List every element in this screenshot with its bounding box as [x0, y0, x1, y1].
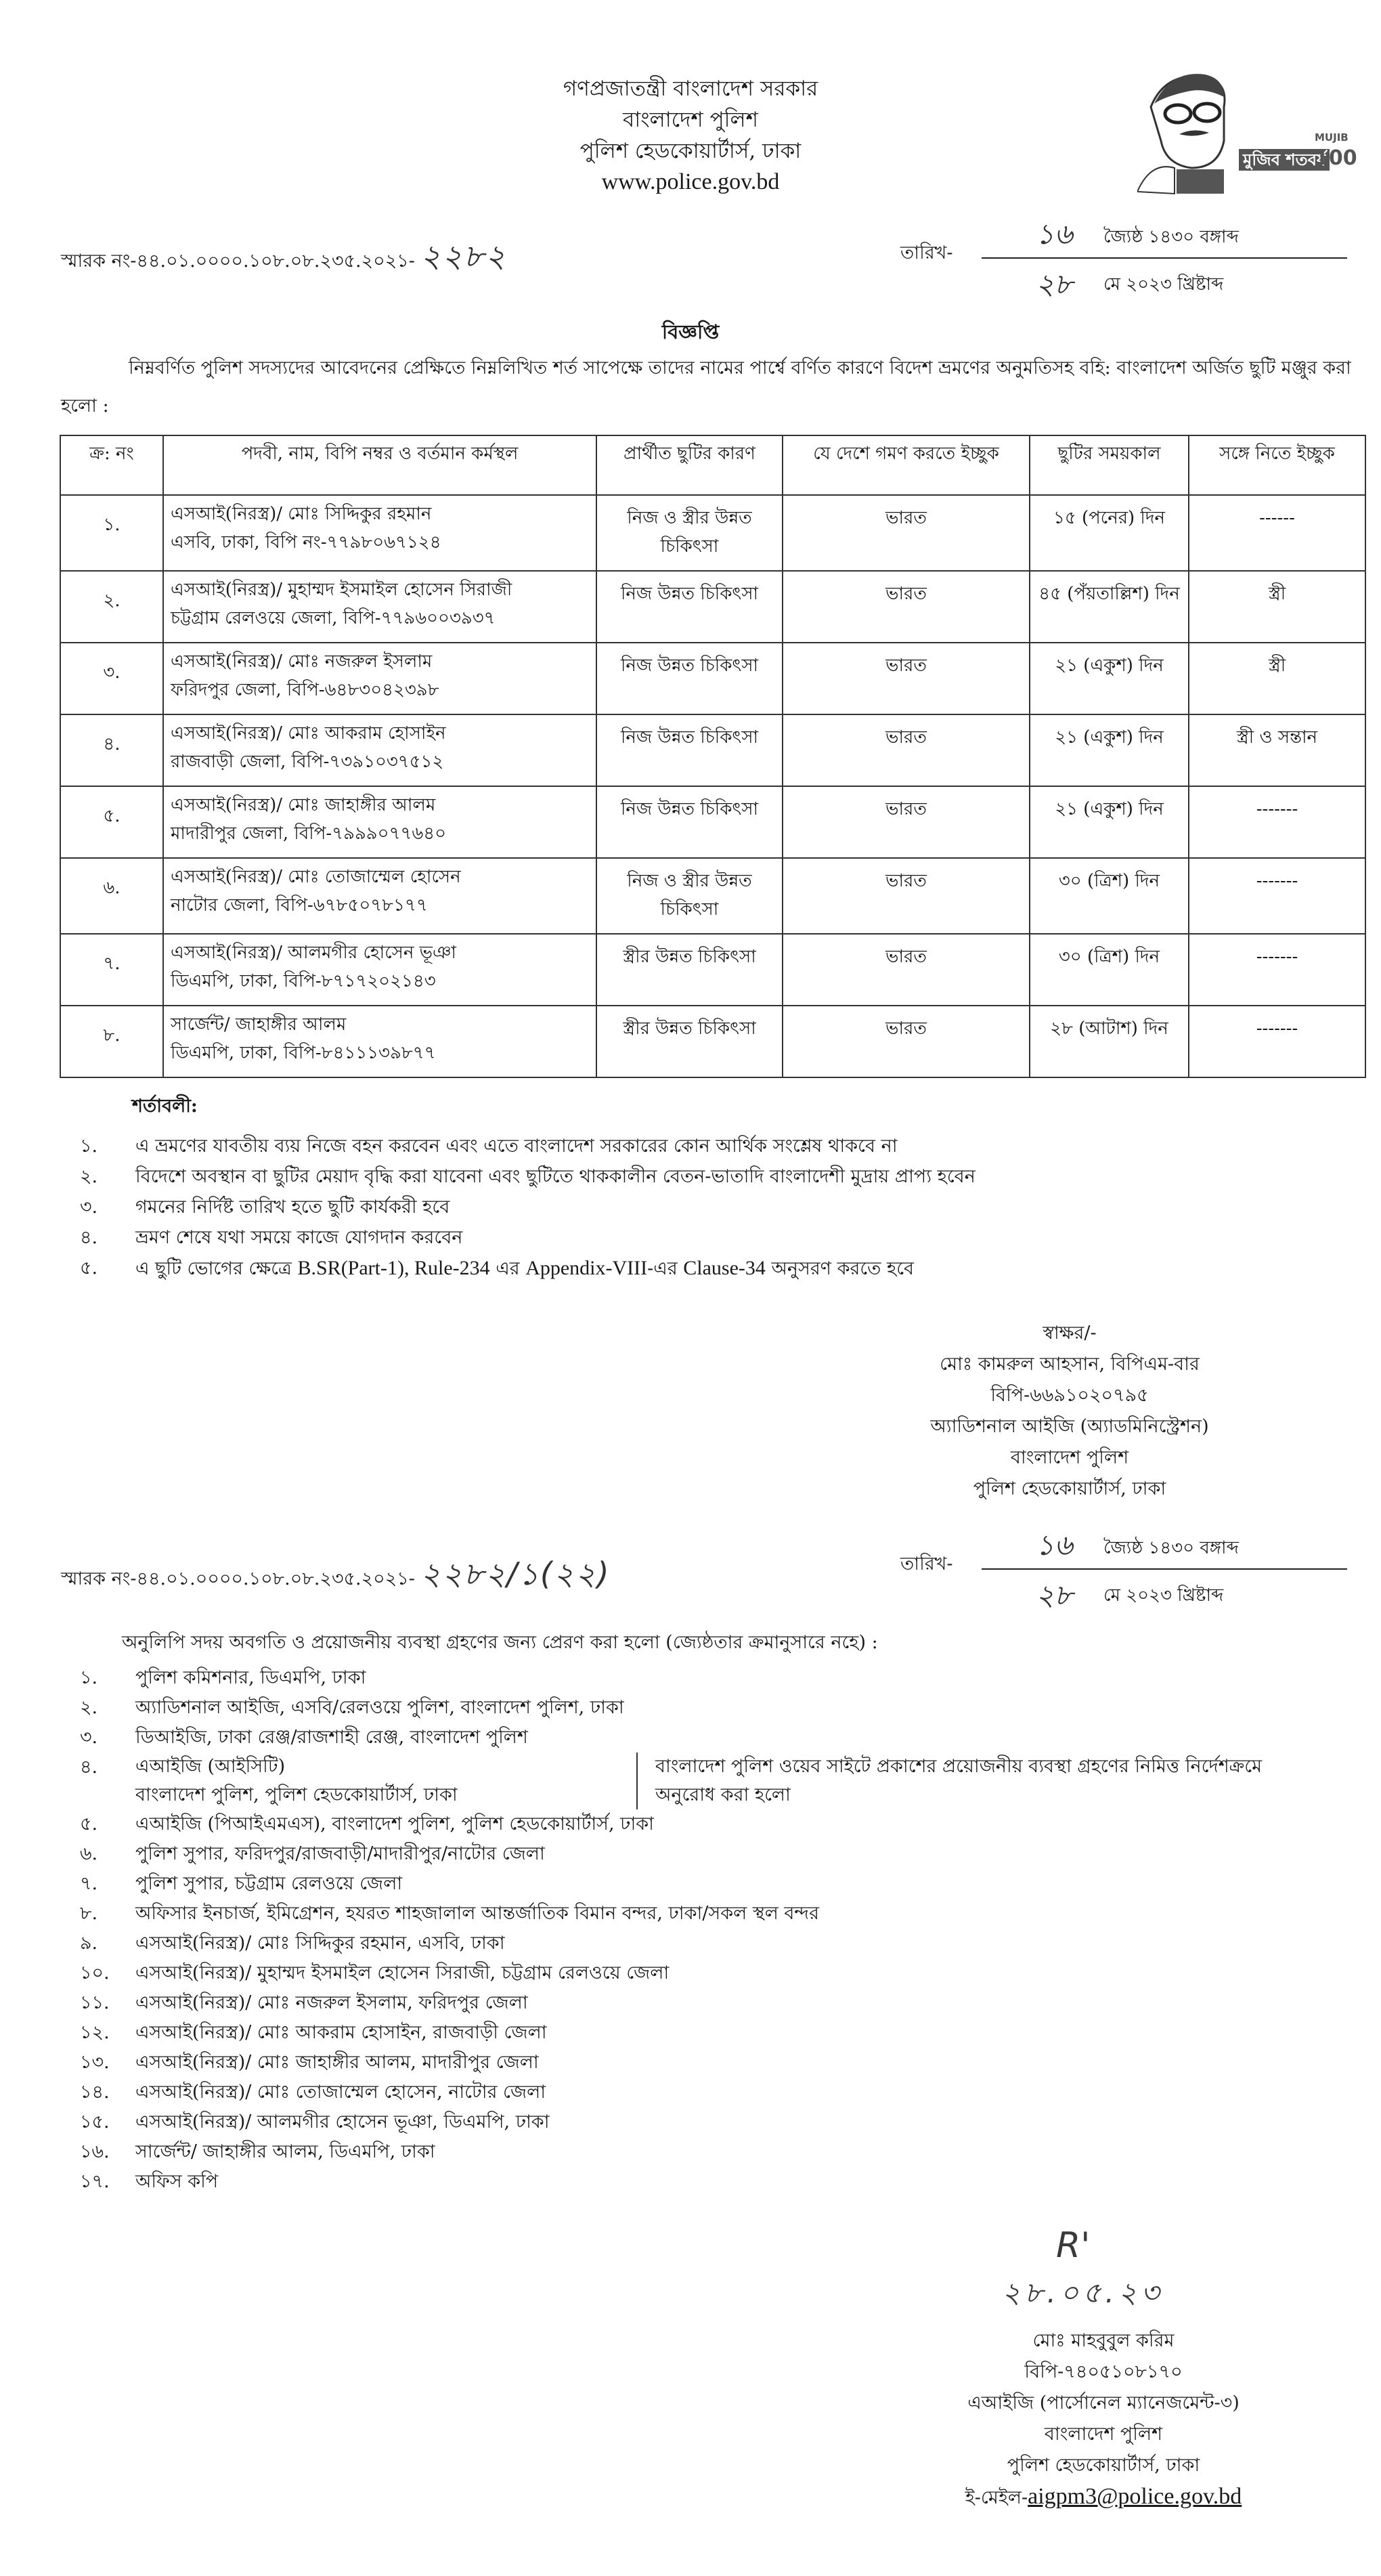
- copy-list: [80, 1663, 1381, 2197]
- signature-block-1: [812, 1318, 1327, 1505]
- memo-number: [61, 236, 507, 282]
- signatory-office: পুলিশ হেডকোয়ার্টার্স, ঢাকা: [1007, 2455, 1200, 2476]
- date-label: তারিখ-: [900, 242, 953, 263]
- condition-text: বিদেশে অবস্থান বা ছুটির মেয়াদ বৃদ্ধি করা যাবেনা এবং ছুটিতে থাককালীন বেতন-ভাতাদি বাংলাদেশী মুদ্রায় প্রাপ্য হবেন: [135, 1166, 976, 1187]
- portrait-icon: [1137, 66, 1239, 195]
- copy-text: পুলিশ সুপার, ফরিদপুর/রাজবাড়ী/মাদারীপুর/নাটোর জেলা: [135, 1843, 545, 1864]
- cell-name: [163, 643, 596, 714]
- table-row: [60, 786, 1365, 858]
- cell-country: ভারত: [783, 786, 1030, 858]
- copy-item: [80, 2167, 1381, 2197]
- copy-item: [80, 2107, 1381, 2137]
- copy-text: অ্যাডিশনাল আইজি, এসবি/রেলওয়ে পুলিশ, বাংলাদেশ পুলিশ, ঢাকা: [135, 1697, 624, 1718]
- cell-reason: স্ত্রীর উন্নত চিকিৎসা: [596, 1006, 783, 1077]
- copy-text: পুলিশ সুপার, চট্টগ্রাম রেলওয়ে জেলা: [135, 1873, 403, 1894]
- cell-companion: স্ত্রী ও সন্তান: [1189, 714, 1365, 786]
- copy-number: ১৬.: [80, 2141, 110, 2162]
- condition-number: ২.: [80, 1166, 98, 1187]
- cell-reason: স্ত্রীর উন্নত চিকিৎসা: [596, 934, 783, 1006]
- cell-duration: ৩০ (ত্রিশ) দিন: [1030, 934, 1189, 1006]
- copy-item: [80, 1988, 1381, 2018]
- member-rank-name: এসআই(নিরস্ত্র)/ মোঃ সিদ্দিকুর রহমান: [171, 504, 432, 524]
- cell-duration: ২১ (একুশ) দিন: [1030, 643, 1189, 714]
- memo-row: [0, 209, 1381, 317]
- letterhead: [284, 73, 1097, 198]
- copy-number: ৫.: [80, 1813, 98, 1834]
- letterhead-area: [0, 73, 1381, 202]
- cell-serial: ৬.: [60, 858, 163, 934]
- copy-memo-number: [61, 1553, 611, 1600]
- signed-mark: স্বাক্ষর/-: [1043, 1323, 1097, 1344]
- logo-text-en: MUJIB: [1315, 131, 1349, 144]
- cell-serial: ৮.: [60, 1006, 163, 1077]
- condition-text-part: এর: [489, 1258, 526, 1279]
- appendix-reference: Appendix-VIII: [525, 1257, 648, 1279]
- signatory-bp: বিপি-৬৬৯১০২০৭৯৫: [990, 1385, 1149, 1406]
- cell-country: ভারত: [783, 571, 1030, 643]
- copy-number: ৮.: [80, 1903, 98, 1924]
- signatory-name: মোঃ মাহবুবুল করিম: [1032, 2330, 1175, 2351]
- website-link[interactable]: www.police.gov.bd: [601, 169, 780, 194]
- cell-companion: -------: [1189, 858, 1365, 934]
- member-rank-name: এসআই(নিরস্ত্র)/ মোঃ নজরুল ইসলাম: [171, 651, 433, 672]
- cell-duration: ২১ (একুশ) দিন: [1030, 786, 1189, 858]
- cell-serial: ৩.: [60, 643, 163, 714]
- condition-text: এ ভ্রমণের যাবতীয় ব্যয় নিজে বহন করবেন এবং এতে বাংলাদেশ সরকারের কোন আর্থিক সংশ্লেষ থাকবে না: [135, 1136, 898, 1157]
- signatory-designation: অ্যাডিশনাল আইজি (অ্যাডমিনিস্ট্রেশন): [930, 1416, 1209, 1437]
- conditions-list: [80, 1131, 1381, 1284]
- cell-name: [163, 571, 596, 643]
- signatory-designation: এআইজি (পার্সোনেল ম্যানেজমেন্ট-৩): [967, 2392, 1240, 2413]
- cell-country: ভারত: [783, 858, 1030, 934]
- cell-serial: ৫.: [60, 786, 163, 858]
- cell-companion: স্ত্রী: [1189, 643, 1365, 714]
- table-row: [60, 643, 1365, 714]
- copy-item: [80, 1723, 1381, 1753]
- cell-serial: ৪.: [60, 714, 163, 786]
- copy-number: ১২.: [80, 2022, 110, 2043]
- date-divider: [982, 257, 1347, 259]
- condition-item: [80, 1161, 1381, 1192]
- email-label: ই-মেইল-: [965, 2487, 1028, 2508]
- cell-country: ভারত: [783, 495, 1030, 571]
- copy-text-line: বাংলাদেশ পুলিশ, পুলিশ হেডকোয়ার্টার্স, ঢাকা: [135, 1784, 458, 1805]
- logo-text-bn: মুজিব শতবর্ষ: [1239, 149, 1330, 171]
- member-rank-name: এসআই(নিরস্ত্র)/ মোঃ আকরাম হোসাইন: [171, 723, 446, 744]
- signature-block-2-area: [0, 2224, 1381, 2535]
- copy-text: অফিসার ইনচার্জ, ইমিগ্রেশন, হযরত শাহজালাল আন্তর্জাতিক বিমান বন্দর, ঢাকা/সকল স্থল বন্দর: [135, 1903, 819, 1924]
- condition-number: ৪.: [80, 1227, 98, 1248]
- copy-text: অফিস কপি: [135, 2171, 219, 2192]
- copy-text-line: এআইজি (আইসিটি): [135, 1756, 286, 1777]
- cell-serial: ৭.: [60, 934, 163, 1006]
- copy-memo-row: [0, 1520, 1381, 1628]
- memo-number-label: স্মারক নং-৪৪.০১.০০০০.১০৮.০৮.২৩৫.২০২১-: [61, 251, 415, 272]
- table-row: [60, 714, 1365, 786]
- copy-text: সার্জেন্ট/ জাহাঙ্গীর আলম, ডিএমপি, ঢাকা: [135, 2141, 435, 2162]
- date-label: তারিখ-: [900, 1553, 953, 1574]
- copy-number: ১৭.: [80, 2171, 110, 2192]
- copy-block: [0, 1663, 1381, 2197]
- copy-item: [80, 1753, 1381, 1809]
- cell-companion: ------: [1189, 495, 1365, 571]
- copy-number: ৬.: [80, 1843, 98, 1864]
- email-line: [846, 2481, 1361, 2514]
- condition-text-part: -এর: [647, 1258, 684, 1279]
- memo-number-handwritten: ২২৮২/১(২২): [420, 1555, 611, 1592]
- leave-table: [60, 435, 1366, 1078]
- table-row: [60, 858, 1365, 934]
- handwritten-initial: R': [1056, 2225, 1091, 2266]
- handwritten-sign-date: ২৮.০৫.২৩: [1002, 2276, 1164, 2309]
- member-workplace-bp: ডিএমপি, ঢাকা, বিপি-৮৪১১১৩৯৮৭৭: [171, 1043, 436, 1063]
- signatory-office: পুলিশ হেডকোয়ার্টার্স, ঢাকা: [973, 1478, 1166, 1499]
- copy-number: ৪.: [80, 1757, 98, 1778]
- condition-text: [135, 1253, 1381, 1284]
- condition-item: [80, 1192, 1381, 1222]
- mujib-100-logo: [1137, 66, 1357, 202]
- cell-name: [163, 786, 596, 858]
- member-workplace-bp: এসবি, ঢাকা, বিপি নং-৭৭৯৮০৬৭১২৪: [171, 532, 441, 553]
- member-workplace-bp: রাজবাড়ী জেলা, বিপি-৭৩৯১০৩৭৫১২: [171, 752, 444, 772]
- cell-country: ভারত: [783, 934, 1030, 1006]
- cell-reason: নিজ ও স্ত্রীর উন্নত চিকিৎসা: [596, 495, 783, 571]
- signatory-org: বাংলাদেশ পুলিশ: [1044, 2424, 1163, 2445]
- copy-item: [80, 1693, 1381, 1723]
- date-month-bangla: জ্যৈষ্ঠ ১৪৩০ বঙ্গাব্দ: [1103, 227, 1239, 247]
- header-serial: ক্র: নং: [60, 435, 163, 495]
- table-body: [60, 495, 1365, 1077]
- email-link[interactable]: aigpm3@police.gov.bd: [1028, 2484, 1242, 2509]
- signature-block-2: [846, 2325, 1361, 2514]
- copy-number: ১০.: [80, 1962, 110, 1983]
- cell-reason: নিজ উন্নত চিকিৎসা: [596, 714, 783, 786]
- copy-text: পুলিশ কমিশনার, ডিএমপি, ঢাকা: [135, 1667, 366, 1688]
- member-workplace-bp: ডিএমপি, ঢাকা, বিপি-৮৭১৭২০২১৪৩: [171, 971, 436, 991]
- cell-name: [163, 858, 596, 934]
- cell-serial: ১.: [60, 495, 163, 571]
- memo-date: [900, 209, 1347, 310]
- member-workplace-bp: চট্টগ্রাম রেলওয়ে জেলা, বিপি-৭৭৯৬০০৩৯৩৭: [171, 608, 496, 628]
- cell-duration: ৩০ (ত্রিশ) দিন: [1030, 858, 1189, 934]
- copy-intro: অনুলিপি সদয় অবগতি ও প্রয়োজনীয় ব্যবস্থা গ্রহণের জন্য প্রেরণ করা হলো (জ্যেষ্ঠতার ক্রমানুসারে নহে) :: [122, 1632, 878, 1653]
- copy-text: এসআই(নিরস্ত্র)/ মোঃ নজরুল ইসলাম, ফরিদপুর জেলা: [135, 1992, 528, 2013]
- copy-item: [80, 2018, 1381, 2048]
- rule-reference: B.SR(Part-1), Rule-234: [297, 1257, 490, 1279]
- notice-intro: নিম্নবর্ণিত পুলিশ সদস্যদের আবেদনের প্রেক্ষিতে নিম্নলিখিত শর্ত সাপেক্ষে তাদের নামের পার্শ্বে বর্ণিত কারণে বিদেশ ভ্রমণের অনুমতিসহ বহি: বাংলাদেশ অর্জিত ছুটি মঞ্জুর করা হলো :: [61, 358, 1351, 416]
- copy-number: ৯.: [80, 1933, 98, 1954]
- copy-number: ২.: [80, 1697, 98, 1718]
- copy-text: এসআই(নিরস্ত্র)/ মোঃ আকরাম হোসাইন, রাজবাড়ী জেলা: [135, 2022, 547, 2043]
- copy-item: [80, 1663, 1381, 1693]
- cell-companion: -------: [1189, 1006, 1365, 1077]
- condition-item: [80, 1131, 1381, 1161]
- condition-text-part: অনুসরণ করতে হবে: [765, 1258, 915, 1279]
- copy-text: এসআই(নিরস্ত্র)/ আলমগীর হোসেন ভূঞা, ডিএমপি, ঢাকা: [135, 2111, 550, 2132]
- copy-text: এসআই(নিরস্ত্র)/ মোঃ সিদ্দিকুর রহমান, এসবি, ঢাকা: [135, 1933, 505, 1954]
- copy-text: এআইজি (পিআইএমএস), বাংলাদেশ পুলিশ, পুলিশ হেডকোয়ার্টার্স, ঢাকা: [135, 1813, 655, 1834]
- condition-text-part: এ ছুটি ভোগের ক্ষেত্রে: [135, 1258, 298, 1279]
- copy-item: [80, 1958, 1381, 1988]
- member-workplace-bp: নাটোর জেলা, বিপি-৬৭৮৫০৭৮১৭৭: [171, 895, 428, 916]
- memo-number-handwritten: ২২৮২: [420, 238, 507, 274]
- cell-name: [163, 1006, 596, 1077]
- table-row: [60, 934, 1365, 1006]
- condition-number: ১.: [80, 1136, 98, 1157]
- member-workplace-bp: ফরিদপুর জেলা, বিপি-৬৪৮৩০৪২৩৯৮: [171, 680, 439, 700]
- copy-text: [135, 1753, 636, 1809]
- header-country: যে দেশে গমণ করতে ইচ্ছুক: [783, 435, 1030, 495]
- cell-name: [163, 714, 596, 786]
- copy-number: ১৪.: [80, 2082, 110, 2103]
- table-row: [60, 495, 1365, 571]
- cell-country: ভারত: [783, 643, 1030, 714]
- copy-item: [80, 2137, 1381, 2167]
- cell-companion: -------: [1189, 786, 1365, 858]
- cell-companion: স্ত্রী: [1189, 571, 1365, 643]
- signatory-org: বাংলাদেশ পুলিশ: [1010, 1447, 1129, 1468]
- date-day-gregorian: ২৮: [1036, 267, 1073, 301]
- letterhead-line-government: গণপ্রজাতন্ত্রী বাংলাদেশ সরকার: [563, 77, 818, 101]
- member-rank-name: এসআই(নিরস্ত্র)/ মোঃ তোজাম্মেল হোসেন: [171, 867, 461, 887]
- member-workplace-bp: মাদারীপুর জেলা, বিপি-৭৯৯৯০৭৭৬৪০: [171, 823, 447, 844]
- website-publish-note: বাংলাদেশ পুলিশ ওয়েব সাইটে প্রকাশের প্রয়োজনীয় ব্যবস্থা গ্রহণের নিমিত্ত নির্দেশক্রমে অনুরোধ করা হলো: [636, 1753, 1305, 1809]
- copy-item: [80, 1899, 1381, 1929]
- condition-item: [80, 1222, 1381, 1253]
- cell-country: ভারত: [783, 714, 1030, 786]
- date-month-gregorian: মে ২০২৩ খ্রিষ্টাব্দ: [1103, 1585, 1224, 1606]
- condition-item: [80, 1253, 1381, 1284]
- copy-item: [80, 1869, 1381, 1899]
- cell-name: [163, 934, 596, 1006]
- copy-number: ১৫.: [80, 2111, 110, 2132]
- header-reason: প্রার্থীত ছুটির কারণ: [596, 435, 783, 495]
- cell-companion: -------: [1189, 934, 1365, 1006]
- copy-item: [80, 1809, 1381, 1839]
- date-month-bangla: জ্যৈষ্ঠ ১৪৩০ বঙ্গাব্দ: [1103, 1538, 1239, 1558]
- date-day-gregorian: ২৮: [1036, 1579, 1073, 1612]
- cell-duration: ২৮ (আটাশ) দিন: [1030, 1006, 1189, 1077]
- copy-item: [80, 2048, 1381, 2078]
- cell-country: ভারত: [783, 1006, 1030, 1077]
- header-name: পদবী, নাম, বিপি নম্বর ও বর্তমান কর্মস্থল: [163, 435, 596, 495]
- date-day-bangla: ১৬: [1036, 217, 1073, 251]
- cell-reason: নিজ ও স্ত্রীর উন্নত চিকিৎসা: [596, 858, 783, 934]
- header-duration: ছুটির সময়কাল: [1030, 435, 1189, 495]
- letterhead-line-police: বাংলাদেশ পুলিশ: [623, 108, 758, 132]
- cell-reason: নিজ উন্নত চিকিৎসা: [596, 786, 783, 858]
- copy-number: ১৩.: [80, 2052, 110, 2073]
- copy-item: [80, 2078, 1381, 2107]
- date-month-gregorian: মে ২০২৩ খ্রিষ্টাব্দ: [1103, 274, 1224, 295]
- member-rank-name: এসআই(নিরস্ত্র)/ আলমগীর হোসেন ভূঞা: [171, 943, 456, 963]
- cell-serial: ২.: [60, 571, 163, 643]
- condition-text: গমনের নির্দিষ্ট তারিখ হতে ছুটি কার্যকরী হবে: [135, 1197, 450, 1218]
- date-divider: [982, 1568, 1347, 1570]
- cell-duration: ৪৫ (পঁয়তাল্লিশ) দিন: [1030, 571, 1189, 643]
- letterhead-line-hq: পুলিশ হেডকোয়ার্টার্স, ঢাকা: [579, 139, 802, 163]
- table-row: [60, 1006, 1365, 1077]
- logo-number: 100: [1315, 146, 1357, 170]
- copy-text: এসআই(নিরস্ত্র)/ মোঃ তোজাম্মেল হোসেন, নাটোর জেলা: [135, 2082, 546, 2103]
- cell-duration: ২১ (একুশ) দিন: [1030, 714, 1189, 786]
- cell-reason: নিজ উন্নত চিকিৎসা: [596, 571, 783, 643]
- copy-number: ১.: [80, 1667, 98, 1688]
- copy-memo-date: [900, 1520, 1347, 1621]
- member-rank-name: এসআই(নিরস্ত্র)/ মোঃ জাহাঙ্গীর আলম: [171, 795, 436, 815]
- copy-text: ডিআইজি, ঢাকা রেঞ্জ/রাজশাহী রেঞ্জ, বাংলাদেশ পুলিশ: [135, 1727, 528, 1748]
- table-row: [60, 571, 1365, 643]
- copy-item: [80, 1929, 1381, 1958]
- cell-name: [163, 495, 596, 571]
- member-rank-name: সার্জেন্ট/ জাহাঙ্গীর আলম: [171, 1014, 347, 1035]
- header-companion: সঙ্গে নিতে ইচ্ছুক: [1189, 435, 1365, 495]
- copy-number: ৩.: [80, 1727, 98, 1748]
- signatory-name: মোঃ কামরুল আহসান, বিপিএম-বার: [940, 1354, 1200, 1375]
- cell-duration: ১৫ (পনের) দিন: [1030, 495, 1189, 571]
- memo-number-label: স্মারক নং-৪৪.০১.০০০০.১০৮.০৮.২৩৫.২০২১-: [61, 1568, 415, 1589]
- clause-reference: Clause-34: [683, 1257, 766, 1279]
- copy-number: ১১.: [80, 1992, 110, 2013]
- condition-number: ৩.: [80, 1197, 98, 1218]
- member-rank-name: এসআই(নিরস্ত্র)/ মুহাম্মদ ইসমাইল হোসেন সিরাজী: [171, 580, 512, 600]
- cell-reason: নিজ উন্নত চিকিৎসা: [596, 643, 783, 714]
- condition-text: ভ্রমণ শেষে যথা সময়ে কাজে যোগদান করবেন: [135, 1227, 463, 1248]
- copy-text: এসআই(নিরস্ত্র)/ মোঃ জাহাঙ্গীর আলম, মাদারীপুর জেলা: [135, 2052, 539, 2073]
- conditions-title: শর্তাবলী:: [132, 1096, 198, 1117]
- table-header-row: [60, 435, 1365, 495]
- copy-number: ৭.: [80, 1873, 98, 1894]
- date-day-bangla: ১৬: [1036, 1528, 1073, 1562]
- signatory-bp: বিপি-৭৪০৫১০৮১৭০: [1024, 2361, 1183, 2382]
- condition-number: ৫.: [80, 1258, 98, 1279]
- copy-text: এসআই(নিরস্ত্র)/ মুহাম্মদ ইসমাইল হোসেন সিরাজী, চট্টগ্রাম রেলওয়ে জেলা: [135, 1962, 670, 1983]
- notice-title: বিজ্ঞপ্তি: [661, 320, 720, 343]
- copy-item: [80, 1839, 1381, 1869]
